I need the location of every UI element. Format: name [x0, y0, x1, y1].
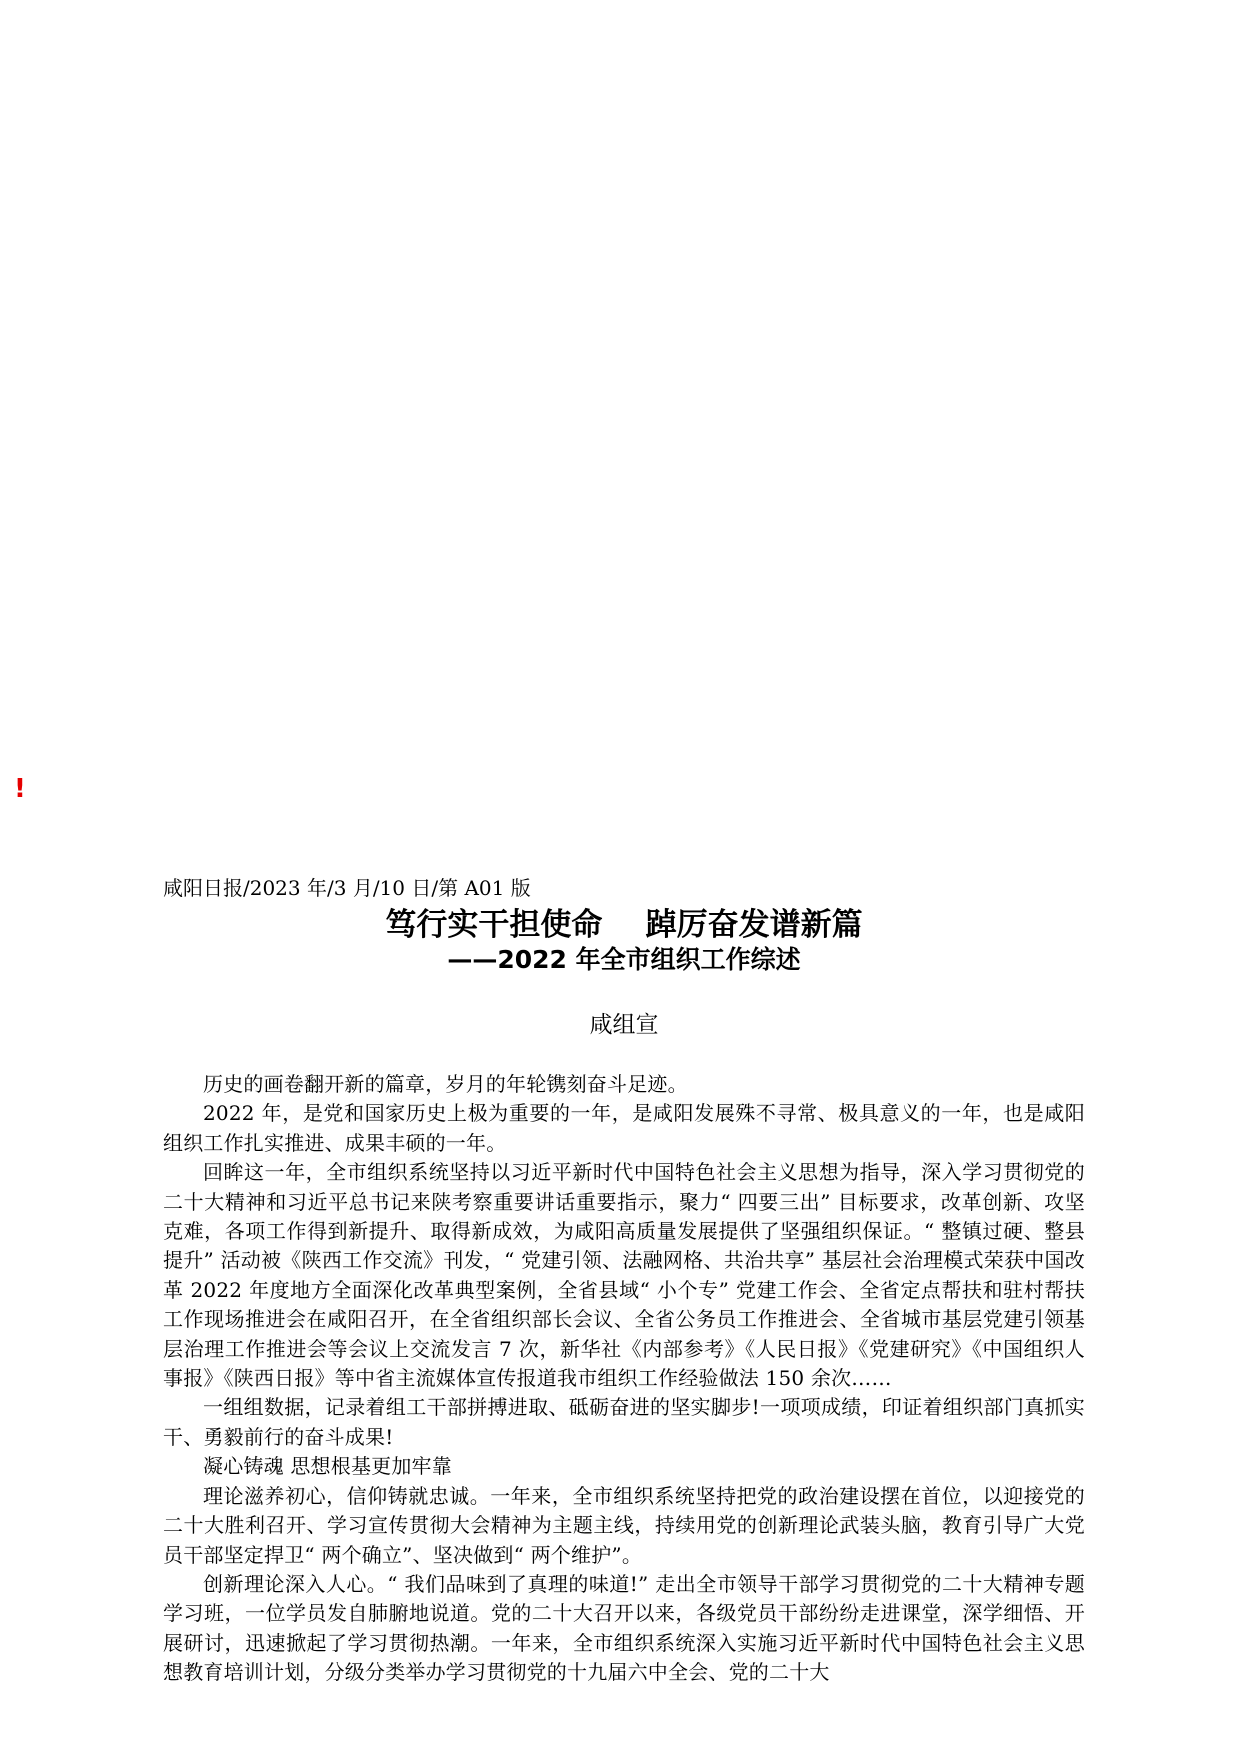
- paragraph: 历史的画卷翻开新的篇章，岁月的年轮镌刻奋斗足迹。: [203, 1072, 688, 1096]
- document-page: [163, 874, 1085, 1688]
- article-author: 咸组宣: [589, 1012, 659, 1038]
- paragraph: 2022 年，是党和国家历史上极为重要的一年，是咸阳发展殊不寻常、极具意义的一年，也是咸阳组织工作扎实推进、成果丰硕的一年。: [163, 1101, 1085, 1155]
- article-subtitle: ——2022 年全市组织工作综述: [447, 945, 801, 974]
- paragraph: 回眸这一年，全市组织系统坚持以习近平新时代中国特色社会主义思想为指导，深入学习贯彻党的二十大精神和习近平总书记来陕考察重要讲话重要指示，聚力“ 四要三出” 目标要求，改革创新、攻坚克难，各项工作得到新提升、取得新成效，为咸阳高质量发展提供了坚强组织保证。“ 整镇过硬、整县提升” 活动被《陕西工作交流》刊发，“ 党建引领、法融网格、共治共享” 基层社会治理模式荣获中国改革 2022 年度地方全面深化改革典型案例，全省县域“ 小个专” 党建工作会、全省定点帮扶和驻村帮扶工作现场推进会在咸阳召开，在全省组织部长会议、全省公务员工作推进会、全省城市基层党建引领基层治理工作推进会等会议上交流发言 7 次，新华社《内部参考》《人民日报》《党建研究》《中国组织人事报》《陕西日报》等中省主流媒体宣传报道我市组织工作经验做法 150 余次……: [163, 1160, 1085, 1391]
- article-title: 笃行实干担使命 踔厉奋发谱新篇: [385, 907, 863, 943]
- paragraph: 一组组数据，记录着组工干部拼搏进取、砥砺奋进的坚实脚步!一项项成绩，印证着组织部门真抓实干、勇毅前行的奋斗成果!: [163, 1395, 1085, 1449]
- paragraph: 理论滋养初心，信仰铸就忠诚。一年来，全市组织系统坚持把党的政治建设摆在首位，以迎接党的二十大胜利召开、学习宣传贯彻大会精神为主题主线，持续用党的创新理论武装头脑，教育引导广大党员干部坚定捍卫“ 两个确立”、坚决做到“ 两个维护”。: [163, 1483, 1085, 1567]
- article-body: [163, 1070, 1085, 1688]
- section-heading: 凝心铸魂 思想根基更加牢靠: [203, 1454, 452, 1479]
- red-exclamation-mark: !: [14, 774, 26, 804]
- source-line: 咸阳日报/2023 年/3 月/10 日/第 A01 版: [163, 876, 531, 900]
- paragraph: 创新理论深入人心。“ 我们品味到了真理的味道!” 走出全市领导干部学习贯彻党的二十大精神专题学习班，一位学员发自肺腑地说道。党的二十大召开以来，各级党员干部纷纷走进课堂，深学细悟、开展研讨，迅速掀起了学习贯彻热潮。一年来，全市组织系统深入实施习近平新时代中国特色社会主义思想教育培训计划，分级分类举办学习贯彻党的十九届六中全会、党的二十大: [163, 1571, 1085, 1685]
